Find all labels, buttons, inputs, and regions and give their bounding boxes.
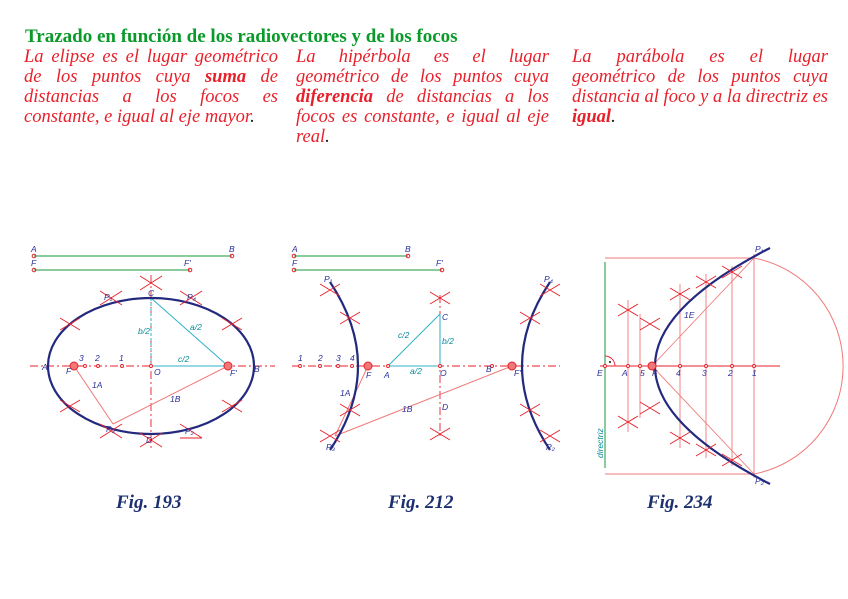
label-B-top: B	[229, 244, 235, 254]
label-P1: P₁	[324, 274, 333, 284]
label-C: C	[148, 288, 155, 298]
label-F2: F'	[230, 368, 237, 378]
label-1B: 1B	[170, 394, 181, 404]
label-2: 2	[318, 353, 323, 363]
label-1B: 1B	[402, 404, 413, 414]
label-a2: a/2	[410, 366, 422, 376]
label-1: 1	[119, 353, 124, 363]
parabola-figure	[595, 244, 843, 486]
label-A: A	[384, 370, 390, 380]
hyperbola-definition: La hipérbola es el lugar geométrico de los puntos cuya diferencia de distancias a los focos es constante, e igual al eje real.	[296, 47, 549, 147]
label-D: D	[146, 435, 153, 445]
figure-caption-hyperbola: Fig. 212	[388, 492, 454, 513]
figure-caption-parabola: Fig. 234	[647, 492, 713, 513]
label-b2: b/2	[138, 326, 150, 336]
label-1: 1	[752, 368, 757, 378]
label-P2: P₂	[755, 476, 764, 486]
label-O: O	[440, 368, 447, 378]
label-4: 4	[676, 368, 681, 378]
directrix-label: directriz	[595, 428, 605, 458]
ellipse-figure	[30, 244, 275, 450]
label-3: 3	[702, 368, 707, 378]
label-F: F	[652, 368, 658, 378]
label-P1: P₁	[755, 244, 764, 254]
label-A-top: A	[292, 244, 298, 254]
label-2: 2	[728, 368, 733, 378]
label-4: 4	[350, 353, 355, 363]
label-P2: P₂	[185, 426, 194, 436]
label-A-top: A	[31, 244, 37, 254]
label-A: A	[622, 368, 628, 378]
label-F-top: F	[292, 258, 298, 268]
label-P3: P₃	[326, 442, 336, 452]
label-1: 1	[298, 353, 303, 363]
label-P4: P₄	[544, 274, 554, 284]
section-title: Trazado en función de los radiovectores y de los focos	[25, 26, 458, 47]
label-c2: c/2	[178, 354, 190, 364]
label-F: F	[366, 370, 372, 380]
label-F2-top: F'	[184, 258, 191, 268]
label-3: 3	[336, 353, 341, 363]
label-P1: P₁	[104, 292, 113, 302]
label-5: 5	[640, 368, 645, 378]
hyperbola-figure	[291, 244, 560, 452]
figure-caption-ellipse: Fig. 193	[116, 492, 182, 513]
label-B-top: B	[405, 244, 411, 254]
label-A: A	[42, 362, 48, 372]
label-F: F	[66, 366, 72, 376]
label-1E: 1E	[684, 310, 695, 320]
ellipse-definition: La elipse es el lugar geométrico de los puntos cuya suma de distancias a los focos es constante, e igual al eje mayor.	[24, 47, 279, 127]
label-B: B	[254, 364, 260, 374]
parabola-definition: La parábola es el lugar geométrico de los puntos cuya distancia al foco y a la directriz es igual.	[572, 47, 828, 127]
label-E: E	[597, 368, 603, 378]
label-1A: 1A	[340, 388, 351, 398]
label-P3: P₃	[106, 424, 116, 434]
label-C: C	[442, 312, 449, 322]
label-D: D	[442, 402, 449, 412]
label-P4: P₄	[187, 292, 197, 302]
label-F2-top: F'	[436, 258, 443, 268]
label-1A: 1A	[92, 380, 103, 390]
label-2: 2	[95, 353, 100, 363]
label-c2: c/2	[398, 330, 410, 340]
label-3: 3	[79, 353, 84, 363]
label-O: O	[154, 367, 161, 377]
label-F2: F'	[514, 368, 521, 378]
label-B: B	[486, 364, 492, 374]
label-P2: P₂	[546, 442, 555, 452]
label-a2: a/2	[190, 322, 202, 332]
label-F-top: F	[31, 258, 37, 268]
label-b2: b/2	[442, 336, 454, 346]
